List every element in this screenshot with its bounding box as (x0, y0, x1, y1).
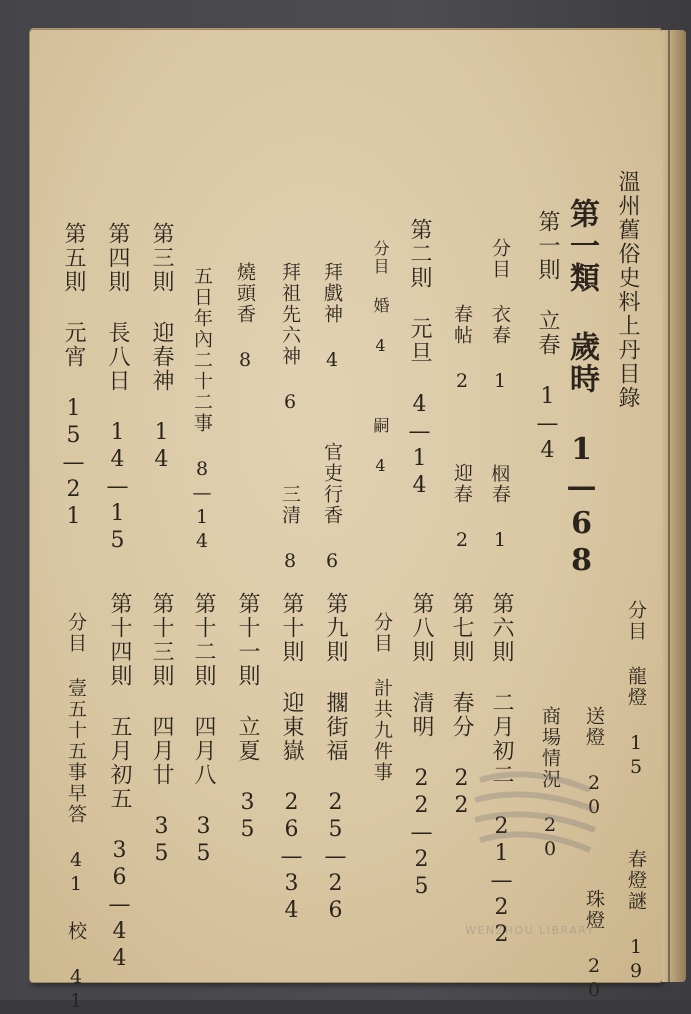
section-entry: 第十一則 立夏 35 (235, 592, 260, 844)
subsection-entry: 分目 婚 4 嗣 4 (371, 240, 390, 477)
section-entry: 第四則 長八日 14—15 (105, 222, 130, 555)
subsection-entry: 燒頭香 8 (234, 262, 256, 373)
subsection-entry: 拜祖先六神 6 三清 8 (279, 262, 301, 574)
subsection-entry: 送燈 20 珠燈 20 (583, 640, 605, 1003)
library-watermark (430, 880, 630, 950)
book-spine (662, 30, 686, 982)
subsection-entry: 分目 計共九件事 (371, 612, 393, 783)
section-entry: 第六則 二月初二 21—22 (489, 592, 514, 949)
document-title: 溫州舊俗史料上丹目錄 (615, 170, 640, 410)
spine-fold-line (668, 30, 670, 982)
section-entry: 第十二則 四月八 35 (191, 592, 216, 868)
section-entry: 第十則 迎東嶽 26—34 (279, 592, 304, 925)
subsection-entry: 分目 龍燈 15 春燈謎 19 (625, 600, 647, 984)
subsection-entry: 五日年內二十二事 8—14 (191, 266, 213, 554)
section-entry: 第五則 元宵 15—21 (61, 222, 86, 531)
section-entry: 第七則 春分 22 (449, 592, 474, 820)
subsection-entry: 分目 衣春 1 𣐏春 1 (489, 238, 511, 553)
subsection-entry: 拜戲神 4 官吏行香 6 (321, 262, 343, 574)
subsection-entry: 分目 壹五十五事早答 41 校 41 (65, 612, 87, 1014)
section-entry: 第十四則 五月初五 36—44 (107, 592, 132, 973)
section-entry: 第三則 迎春神 14 (149, 222, 174, 474)
watermark-text: WENZHOU LIBRARY (465, 924, 595, 937)
category-heading: 第一類 歲時 1—68 (564, 198, 599, 580)
watermark-stripes (470, 760, 600, 870)
subsection-entry: 商場情況 20 (539, 640, 561, 862)
section-entry: 第一則 立春 1—4 (535, 210, 560, 465)
subsection-entry: 春帖 2 迎春 2 (451, 238, 473, 553)
section-entry: 第八則 清明 22—25 (409, 592, 434, 901)
section-entry: 第九則 擱街福 25—26 (323, 592, 348, 925)
section-entry: 第十三則 四月廿 35 (149, 592, 174, 868)
section-entry: 第二則 元旦 4—14 (407, 218, 432, 500)
